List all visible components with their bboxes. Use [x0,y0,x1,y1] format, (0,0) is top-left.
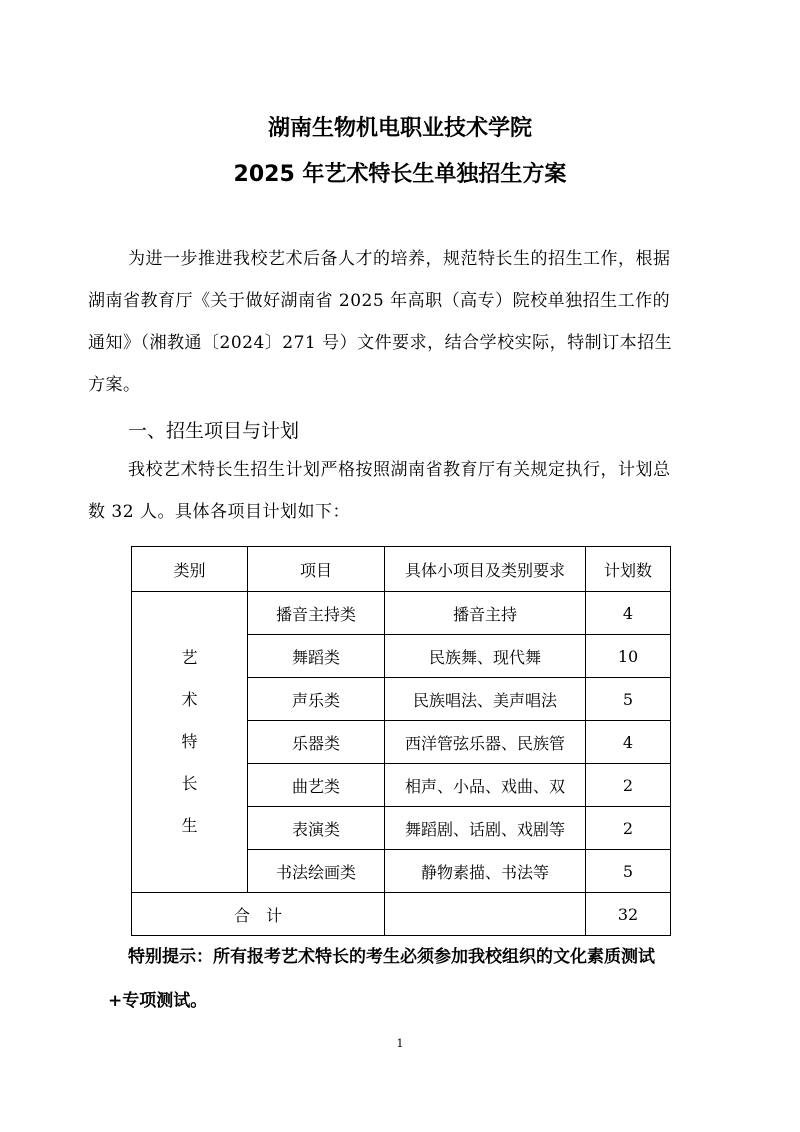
header-project: 项目 [248,547,385,592]
section-heading: 一、招生项目与计划 [128,420,300,442]
enrollment-plan-table [131,546,671,936]
count-cell: 2 [586,764,671,807]
detail-cell: 民族唱法、美声唱法 [385,678,586,721]
intro-line: 通知》（湘教通〔2024〕271 号）文件要求，结合学校实际，特制订本招生 [88,333,673,353]
header-count: 计划数 [586,547,671,592]
intro-line: 湖南省教育厅《关于做好湖南省 2025 年高职（高专）院校单独招生工作的 [88,291,671,311]
count-cell: 4 [586,721,671,764]
section1-line: 我校艺术特长生招生计划严格按照湖南省教育厅有关规定执行，计划总 [128,460,671,480]
note-line: +专项测试。 [108,991,208,1011]
project-cell: 舞蹈类 [248,635,385,678]
header-detail: 具体小项目及类别要求 [385,547,586,592]
table-total-row [132,893,671,936]
note-line: 特别提示：所有报考艺术特长的考生必须参加我校组织的文化素质测试 [128,947,655,967]
table-row [132,592,671,635]
intro-paragraph [88,238,710,406]
category-char: 生 [181,816,198,835]
count-cell: 4 [586,592,671,635]
category-char: 特 [181,732,198,751]
section1-line: 数 32 人。具体各项目计划如下： [88,502,350,522]
intro-line: 为进一步推进我校艺术后备人才的培养，规范特长生的招生工作，根据 [128,249,671,269]
document-title-line-1: 湖南生物机电职业技术学院 [267,116,532,141]
project-cell: 书法绘画类 [248,850,385,893]
special-note [108,935,718,1023]
page-number: 1 [396,1037,404,1050]
category-char: 艺 [181,648,198,667]
count-cell: 10 [586,635,671,678]
detail-cell: 民族舞、现代舞 [385,635,586,678]
detail-cell: 西洋管弦乐器、民族管 [385,721,586,764]
detail-cell: 舞蹈剧、话剧、戏剧等 [385,807,586,850]
category-cell [132,592,248,893]
document-title-line-2: 2025 年艺术特长生单独招生方案 [233,162,567,187]
table-header-row [132,547,671,592]
section1-paragraph [88,449,710,533]
intro-line: 方案。 [88,375,141,395]
total-label-cell: 合 计 [132,893,385,936]
detail-cell: 静物素描、书法等 [385,850,586,893]
count-cell: 5 [586,850,671,893]
count-cell: 2 [586,807,671,850]
project-cell: 声乐类 [248,678,385,721]
project-cell: 乐器类 [248,721,385,764]
project-cell: 表演类 [248,807,385,850]
total-count-cell: 32 [586,893,671,936]
category-char: 术 [181,690,198,709]
project-cell: 播音主持类 [248,592,385,635]
total-empty-cell [385,893,586,936]
count-cell: 5 [586,678,671,721]
project-cell: 曲艺类 [248,764,385,807]
header-category: 类别 [132,547,248,592]
detail-cell: 播音主持 [385,592,586,635]
category-char: 长 [181,774,198,793]
detail-cell: 相声、小品、戏曲、双 [385,764,586,807]
